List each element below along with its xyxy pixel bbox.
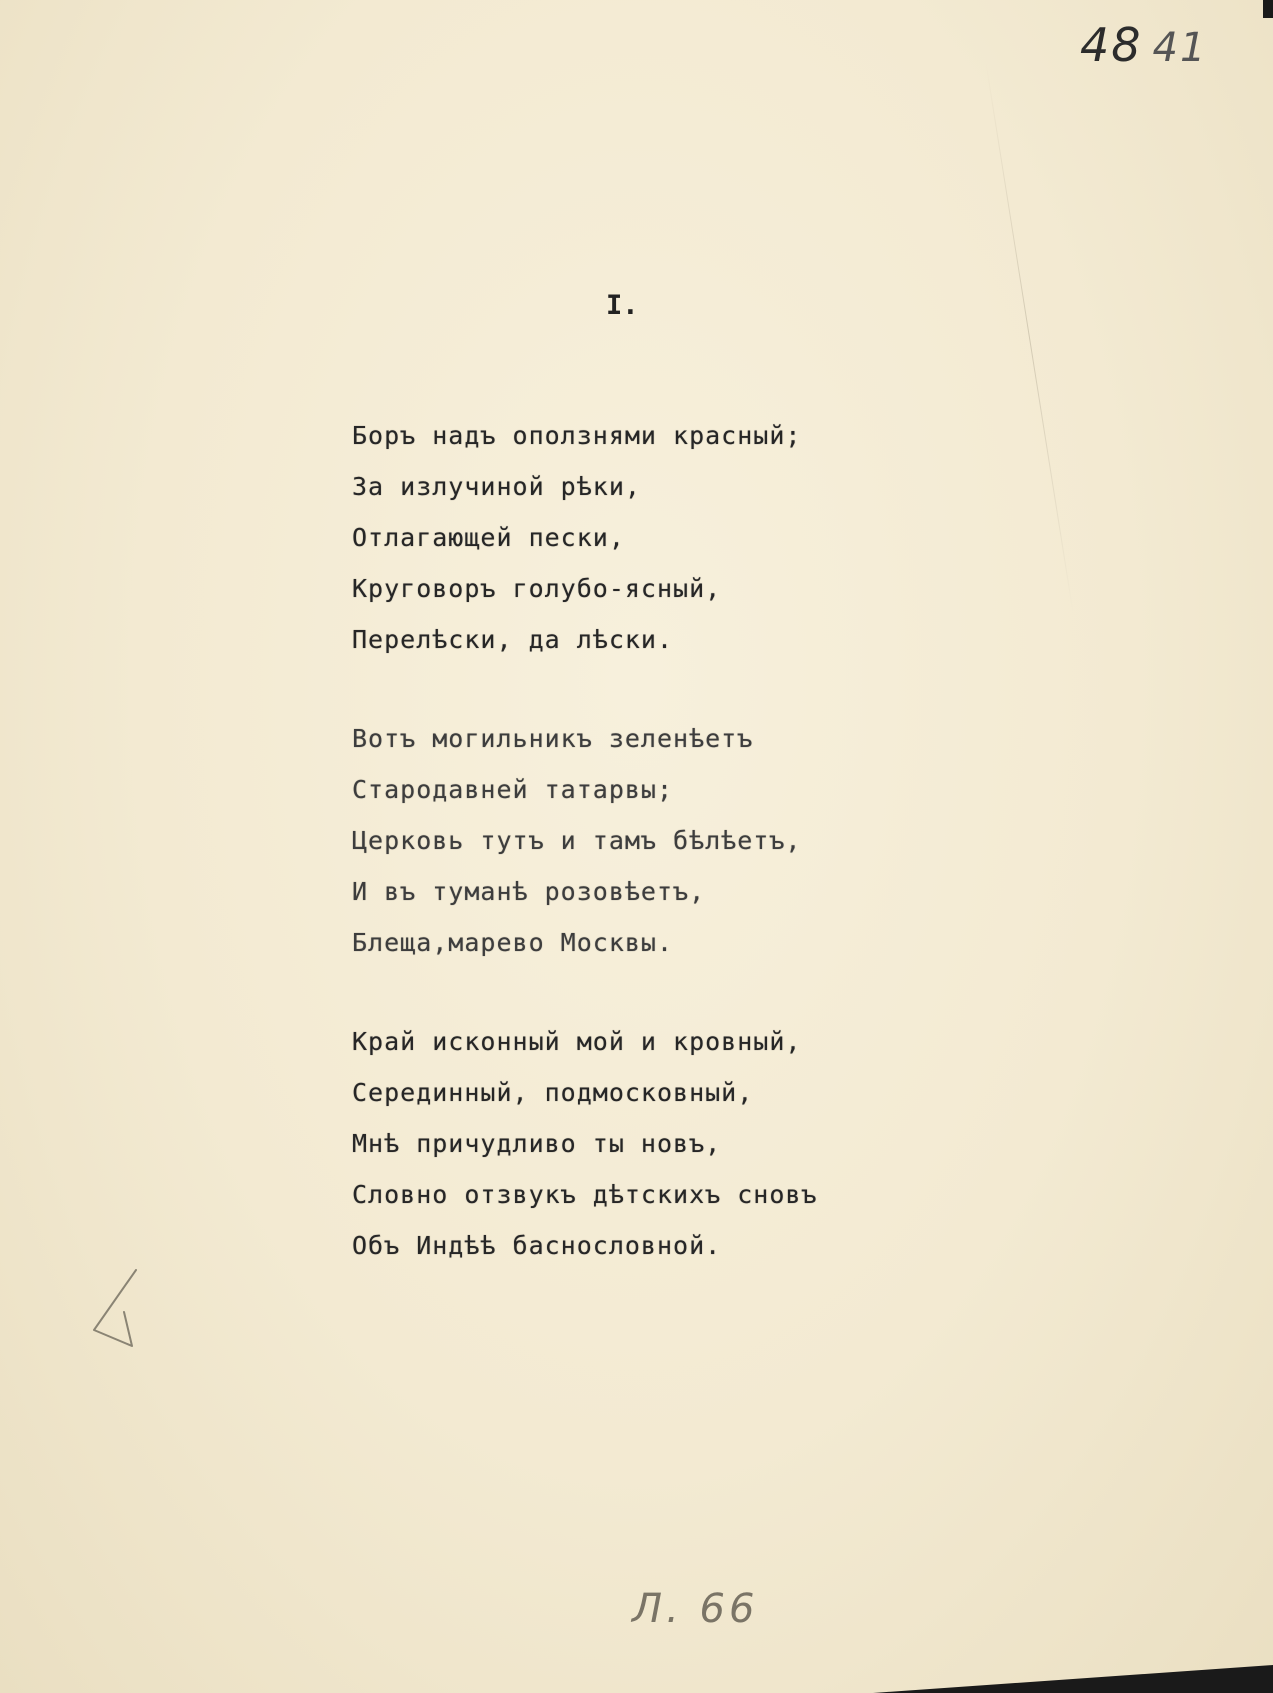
poem-line: Объ Индѣѣ баснословной.	[352, 1231, 722, 1260]
poem-text	[352, 410, 912, 1319]
folio-old-number: 48	[1080, 18, 1143, 72]
poem-line: Перелѣски, да лѣски.	[352, 625, 674, 654]
stanza-3	[352, 1016, 912, 1271]
poem-line: Стародавней татарвы;	[352, 775, 674, 804]
pencil-checkmark-icon	[88, 1268, 148, 1348]
poem-line: Край исконный мой и кровный,	[352, 1027, 802, 1056]
poem-line: Церковь тутъ и тамъ бѣлѣетъ,	[352, 826, 802, 855]
torn-edge-top	[1263, 0, 1273, 18]
poem-line: Мнѣ причудливо ты новъ,	[352, 1129, 722, 1158]
stanza-1	[352, 410, 912, 665]
archive-page-note: Л. 66	[632, 1586, 759, 1632]
poem-line: Словно отзвукъ дѣтскихъ сновъ	[352, 1180, 818, 1209]
poem-line: И въ туманѣ розовѣетъ,	[352, 877, 706, 906]
poem-line: Блеща,марево Москвы.	[352, 928, 674, 957]
pencil-line	[985, 60, 1074, 613]
poem-line: Боръ надъ оползнями красный;	[352, 421, 802, 450]
poem-line: Отлагающей пески,	[352, 523, 625, 552]
folio-new-number: 41	[1152, 25, 1208, 71]
stanza-2	[352, 713, 912, 968]
torn-corner	[873, 1665, 1273, 1693]
poem-line: Вотъ могильникъ зеленѣетъ	[352, 724, 754, 753]
poem-line: Серединный, подмосковный,	[352, 1078, 754, 1107]
poem-line: Круговоръ голубо-ясный,	[352, 574, 722, 603]
folio-number	[1080, 18, 1207, 72]
section-number: I.	[606, 290, 639, 321]
poem-line: За излучиной рѣки,	[352, 472, 641, 501]
